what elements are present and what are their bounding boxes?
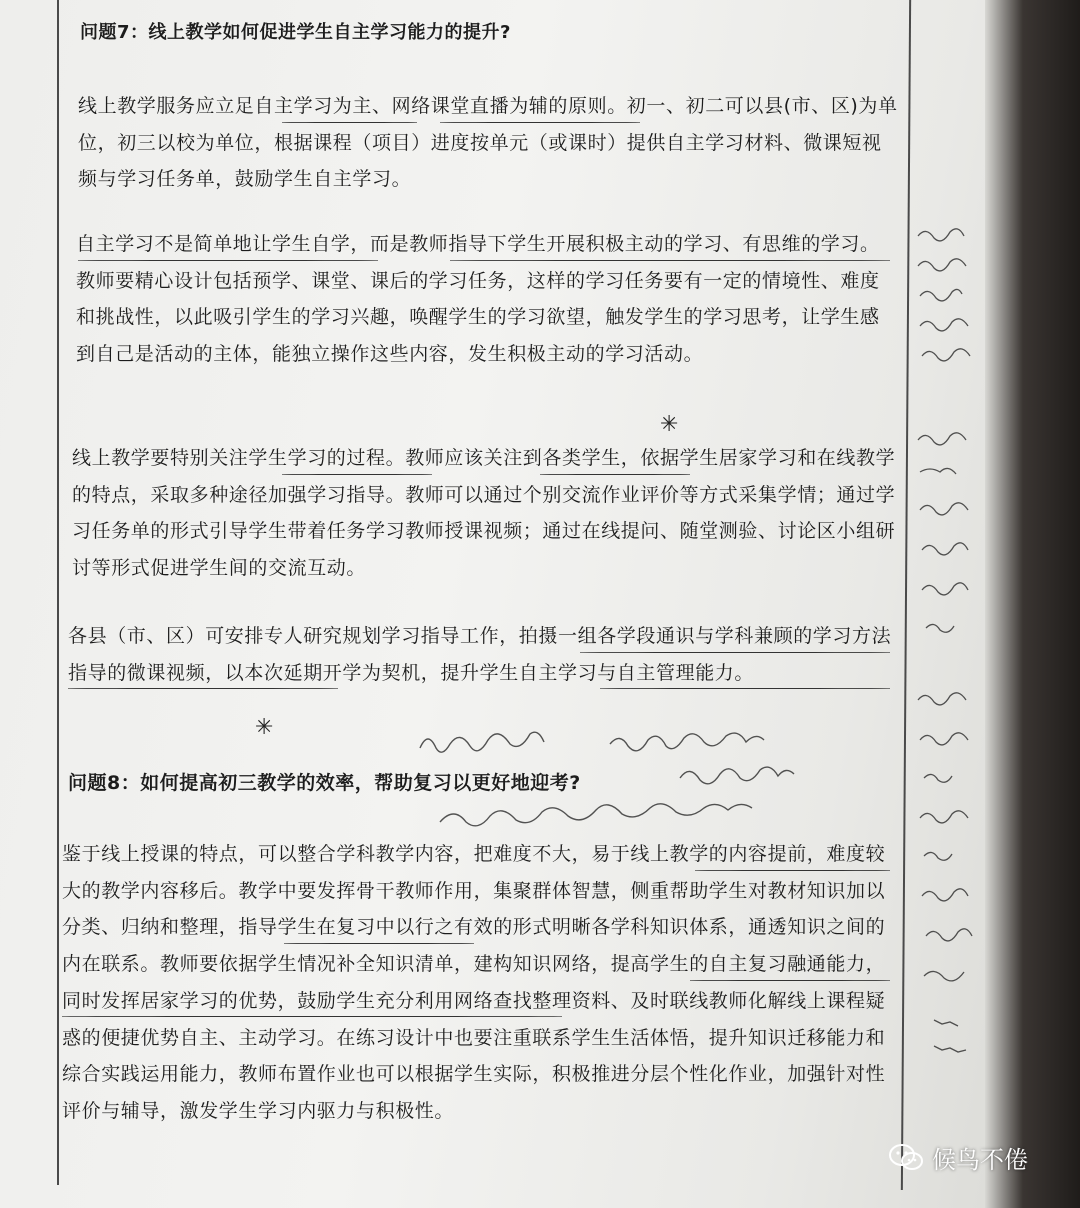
pencil-underline	[282, 122, 417, 123]
pencil-underline	[540, 474, 690, 475]
pencil-underline	[284, 943, 474, 944]
question-7-title: 问题7：线上教学如何促进学生自主学习能力的提升?	[80, 22, 511, 43]
pencil-underline	[450, 260, 890, 261]
pencil-underline	[282, 474, 432, 475]
pencil-underline	[580, 652, 890, 653]
q7-paragraph-1: 线上教学服务应立足自主学习为主、网络课堂直播为辅的原则。初一、初二可以县(市、区)为单位，初三以校为单位，根据课程（项目）进度按单元（或课时）提供自主学习材料、微课短视频与学习任务单，鼓励学生自主学习。	[78, 95, 898, 190]
pencil-star-mark: ✳	[660, 412, 679, 437]
margin-handwritten-notes	[912, 220, 992, 1060]
pencil-underline	[690, 980, 890, 981]
handwritten-annotation	[410, 718, 910, 838]
question-8-title: 问题8：如何提高初三教学的效率，帮助复习以更好地迎考?	[68, 772, 581, 794]
pencil-star-mark: ✳	[255, 715, 274, 740]
pencil-underline	[440, 122, 640, 123]
q7-paragraph-2: 自主学习不是简单地让学生自学，而是教师指导下学生开展积极主动的学习、有思维的学习。教师要精心设计包括预学、课堂、课后的学习任务，这样的学习任务要有一定的情境性、难度和挑战性，以此吸引学生的学习兴趣，唤醒学生的学习欲望，触发学生的学习思考，让学生感到自己是活动的主体，能独立操作这些内容，发生积极主动的学习活动。	[76, 233, 880, 365]
pencil-underline	[78, 260, 378, 261]
q7-paragraph-3: 线上教学要特别关注学生学习的过程。教师应该关注到各类学生，依据学生居家学习和在线教学的特点，采取多种途径加强学习指导。教师可以通过个别交流作业评价等方式采集学情；通过学习任务单的形式引导学生带着任务学习教师授课视频；通过在线提问、随堂测验、讨论区小组研讨等形式促进学生间的交流互动。	[72, 447, 896, 579]
pencil-underline	[62, 1016, 562, 1017]
pencil-underline	[600, 688, 890, 689]
watermark-text: 候鸟不倦	[932, 1146, 1028, 1174]
table-border-left	[57, 0, 59, 1185]
q8-paragraph-1: 鉴于线上授课的特点，可以整合学科教学内容，把难度不大，易于线上教学的内容提前，难度较大的教学内容移后。教学中要发挥骨干教师作用，集聚群体智慧，侧重帮助学生对教材知识加以分类、归纳和整理，指导学生在复习中以行之有效的形式明晰各学科知识体系，通透知识之间的内在联系。教师要依据学生情况补全知识清单，建构知识网络，提高学生的自主复习融通能力，同时发挥居家学习的优势，鼓励学生充分利用网络查找整理资料、及时联线教师化解线上课程疑惑的便捷优势自主、主动学习。在练习设计中也要注重联系学生生活体悟，提升知识迁移能力和综合实践运用能力，教师布置作业也可以根据学生实际，积极推进分层个性化作业，加强针对性评价与辅导，激发学生学习内驱力与积极性。	[62, 843, 886, 1122]
pencil-underline	[68, 688, 338, 689]
pencil-underline	[695, 870, 890, 871]
watermark	[888, 1140, 1028, 1175]
q7-paragraph-4: 各县（市、区）可安排专人研究规划学习指导工作，拍摄一组各学段通识与学科兼顾的学习方法指导的微课视频，以本次延期开学为契机，提升学生自主学习与自主管理能力。	[68, 625, 892, 684]
page-edge-shadow	[985, 0, 1080, 1208]
wechat-icon	[888, 1143, 924, 1173]
